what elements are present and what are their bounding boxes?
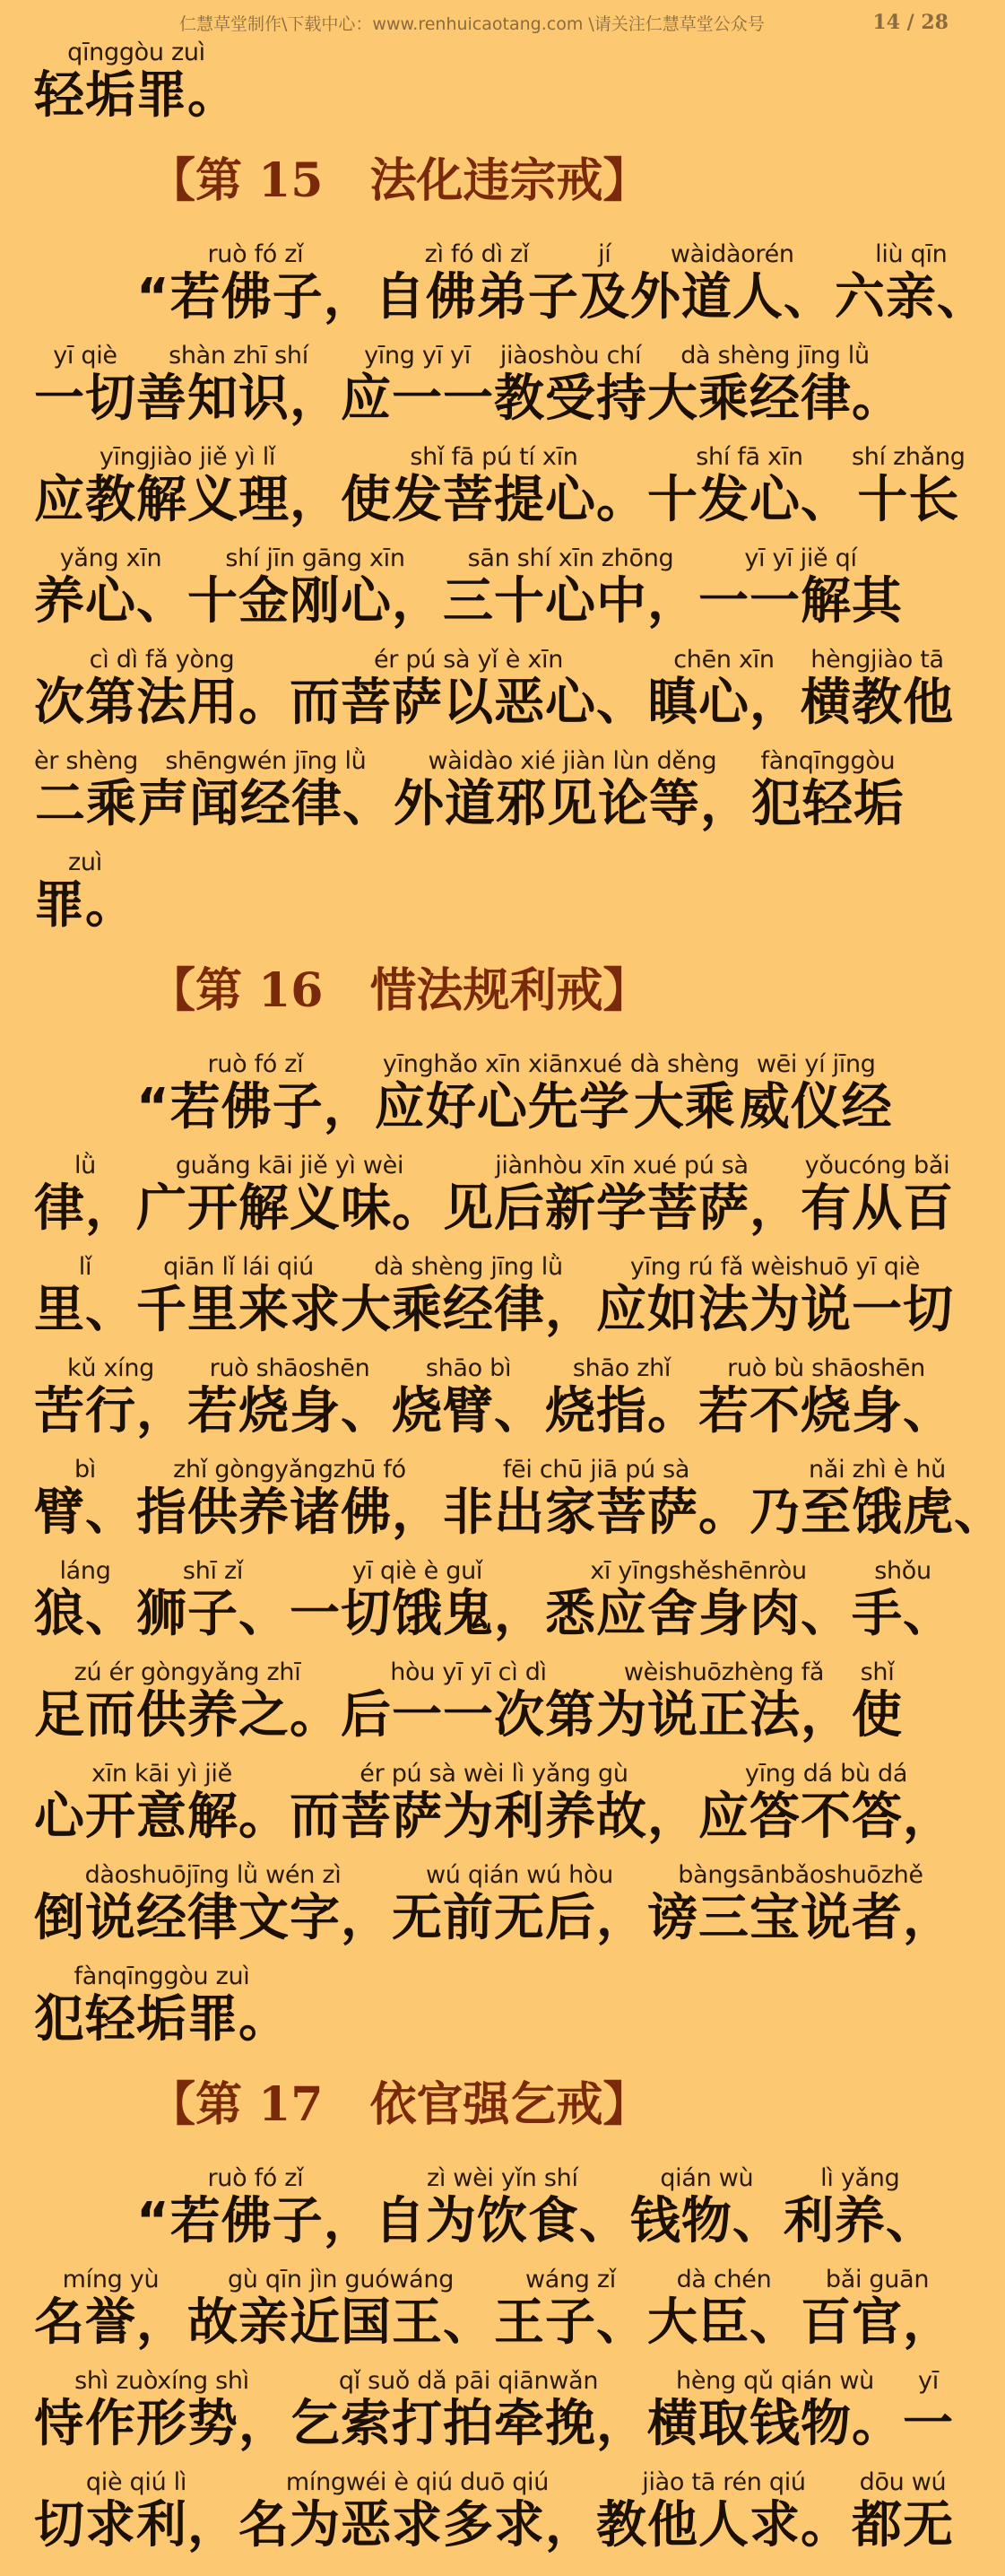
pinyin: xīn kāi yì jiě	[91, 1760, 232, 1788]
hanzi: 外道人、	[629, 268, 835, 326]
ruby-token	[34, 1355, 187, 1441]
ruby-token	[136, 241, 375, 327]
hanzi: 自为饮食、	[374, 2192, 630, 2250]
pinyin: shí jīn gāng xīn	[225, 544, 405, 572]
ruby-token	[34, 1558, 136, 1644]
hanzi: 大乘经律。	[647, 370, 903, 428]
pinyin: hèngjiào tā	[810, 646, 944, 674]
text-line	[34, 1948, 968, 2049]
hanzi: 十金刚心，	[187, 572, 443, 631]
hanzi: 三十心中，	[443, 572, 698, 631]
scripture-text	[0, 39, 1005, 2555]
pinyin: jiàoshòu chí	[499, 342, 642, 370]
ruby-token	[341, 1254, 596, 1340]
ruby-token	[801, 1153, 954, 1239]
ruby-token	[443, 1457, 749, 1543]
ruby-token	[698, 1761, 954, 1847]
pinyin: shǒu	[874, 1557, 931, 1585]
pinyin: wàidàorén	[670, 240, 794, 268]
text-line	[34, 1644, 968, 1745]
pinyin: bàngsānbǎoshuōzhě	[678, 1861, 923, 1889]
text-line	[34, 2150, 968, 2251]
hanzi: 及	[578, 268, 630, 326]
hanzi: 悉应舍身肉、	[545, 1585, 852, 1643]
pinyin: yī qiè è guǐ	[351, 1557, 483, 1585]
ruby-token	[852, 1558, 954, 1644]
pinyin: wú qián wú hòu	[426, 1861, 613, 1889]
text-line	[34, 1847, 968, 1948]
pinyin: bì	[74, 1456, 97, 1484]
pinyin: jiànhòu xīn xué pú sà	[495, 1152, 749, 1179]
ruby-token	[136, 1457, 443, 1543]
hanzi: 乃至饿虎、	[749, 1484, 1005, 1542]
pinyin: qǐ suǒ dǎ pāi qiānwǎn	[338, 2367, 599, 2395]
pinyin: yǎng xīn	[59, 544, 162, 572]
ruby-token	[34, 2368, 290, 2454]
ruby-token	[835, 241, 988, 327]
hanzi: 大乘	[633, 1078, 736, 1136]
hanzi: 钱物、	[629, 2192, 784, 2250]
ruby-token	[394, 748, 751, 834]
hanzi: 足而供养之。	[34, 1686, 341, 1745]
pinyin: zuì	[68, 849, 102, 876]
pinyin: ruò shāoshēn	[209, 1354, 370, 1382]
hanzi: 二乘	[34, 775, 137, 833]
pinyin: ér pú sà yǐ è xīn	[373, 646, 564, 674]
pinyin: qīnggòu zuì	[67, 39, 205, 66]
hanzi: 乞索打拍牵挽，	[290, 2395, 647, 2453]
ruby-token	[34, 545, 187, 631]
ruby-token	[443, 1153, 801, 1239]
hanzi: 犯轻垢	[750, 775, 905, 833]
hanzi: 应一一	[341, 370, 494, 428]
ruby-token	[136, 2165, 375, 2251]
hanzi: 后一一次第	[341, 1686, 596, 1745]
ruby-token	[375, 241, 579, 327]
pinyin: lì yǎng	[820, 2164, 900, 2192]
ruby-token	[34, 1457, 136, 1543]
hanzi: 次第法用。	[34, 674, 290, 732]
hanzi: 大乘经律，	[341, 1281, 596, 1339]
precept-heading: 【第 16 惜法规利戒】	[149, 962, 650, 1018]
ruby-token	[290, 2368, 647, 2454]
pinyin: zì fó dì zǐ	[424, 240, 530, 268]
pinyin: láng	[59, 1557, 111, 1585]
hanzi: 利养、	[783, 2192, 937, 2250]
hanzi: 名为恶求多求，	[238, 2496, 596, 2554]
ruby-token	[545, 1558, 852, 1644]
header-title: 仁慧草堂制作\下载中心：www.renhuicaotang.com \请关注仁慧草堂公众号	[179, 13, 765, 34]
hanzi: 切求利，	[34, 2496, 238, 2554]
text-line	[34, 1543, 968, 1644]
pinyin: fēi chū jiā pú sà	[502, 1456, 690, 1484]
ruby-token	[34, 1051, 136, 1137]
pinyin: dà shèng jīng lǜ	[374, 1253, 563, 1281]
hanzi: 都无	[852, 2496, 954, 2554]
hanzi: 自佛弟子	[374, 268, 579, 326]
hanzi: 一	[903, 2395, 954, 2453]
ruby-token	[34, 2267, 187, 2353]
ruby-token	[596, 1659, 852, 1745]
pinyin: yī qiè	[53, 342, 117, 370]
text-line	[34, 1441, 1005, 1543]
hanzi: 千里来求	[136, 1281, 341, 1339]
pinyin: shāo zhǐ	[572, 1354, 671, 1382]
hanzi: 大臣、	[647, 2293, 801, 2352]
pinyin: shǐ fā pú tí xīn	[410, 443, 578, 471]
ruby-token	[34, 647, 290, 733]
text-line	[34, 631, 968, 733]
ruby-token	[698, 545, 903, 631]
text-line	[34, 2353, 968, 2454]
hanzi: 善知识，	[136, 370, 341, 428]
hanzi: 六亲、	[834, 268, 988, 326]
hanzi: 有从百	[801, 1179, 954, 1238]
ruby-token	[801, 2267, 954, 2353]
ruby-token	[34, 1761, 290, 1847]
ruby-token	[579, 241, 630, 327]
ruby-token	[852, 1659, 903, 1745]
ruby-token	[545, 1355, 698, 1441]
pinyin: lǜ	[74, 1152, 96, 1179]
hanzi: 见后新学菩萨，	[443, 1179, 801, 1238]
ruby-token	[443, 545, 698, 631]
ruby-token	[698, 1355, 954, 1441]
pinyin: zú ér gòngyǎng zhī	[74, 1658, 301, 1686]
pinyin: èr shèng	[34, 747, 138, 775]
ruby-token	[494, 343, 647, 429]
ruby-token	[784, 2165, 937, 2251]
ruby-token	[290, 1761, 698, 1847]
text-line	[34, 429, 968, 530]
text-line	[34, 1745, 968, 1847]
ruby-token	[341, 343, 494, 429]
pinyin: shàn zhī shí	[169, 342, 308, 370]
pinyin: shī zǐ	[182, 1557, 244, 1585]
ruby-token	[630, 241, 835, 327]
hanzi: 臂、	[34, 1484, 136, 1542]
pinyin: shì zuòxíng shì	[74, 2367, 249, 2395]
hanzi: 犯轻垢罪。	[34, 1990, 290, 2049]
ruby-token	[630, 1051, 740, 1137]
pinyin: míng yù	[62, 2266, 160, 2293]
text-line	[34, 39, 968, 126]
hanzi: 狼、	[34, 1585, 136, 1643]
hanzi: 若不烧身、	[698, 1382, 954, 1440]
pinyin: wèishuōzhèng fǎ	[623, 1658, 825, 1686]
precept-heading: 【第 17 依官强乞戒】	[149, 2076, 650, 2132]
ruby-token	[238, 2469, 596, 2555]
hanzi: 横教他	[801, 674, 954, 732]
hanzi: “若佛子，	[136, 268, 375, 326]
ruby-token	[187, 545, 443, 631]
text-line	[34, 1036, 968, 1137]
hanzi: 烧指。	[545, 1382, 698, 1440]
hanzi: 一一解其	[698, 572, 903, 631]
hanzi: 应好心先学	[374, 1078, 630, 1136]
pinyin: yīngjiào jiě yì lǐ	[99, 443, 276, 471]
ruby-token	[34, 748, 138, 834]
hanzi: 无前无后，	[392, 1889, 647, 1947]
ruby-token	[34, 1963, 290, 2049]
pinyin: sān shí xīn zhōng	[467, 544, 674, 572]
hanzi: 应答不答，	[698, 1788, 954, 1846]
ruby-token	[136, 1153, 443, 1239]
hanzi: 谤三宝说者，	[647, 1889, 954, 1947]
ruby-token	[392, 1862, 647, 1948]
pinyin: wáng zǐ	[524, 2266, 617, 2293]
pinyin: gù qīn jìn guówáng	[227, 2266, 455, 2293]
pinyin: jiào tā rén qiú	[642, 2468, 806, 2496]
hanzi: 十长	[857, 471, 960, 529]
pinyin: shēngwén jīng lǜ	[165, 747, 367, 775]
ruby-token	[647, 343, 903, 429]
ruby-token	[341, 444, 647, 530]
hanzi: 律，	[34, 1179, 136, 1238]
ruby-token	[34, 241, 136, 327]
hanzi: “若佛子，	[136, 1078, 375, 1136]
hanzi: 使发菩提心。	[341, 471, 647, 529]
hanzi: 而菩萨为利养故，	[290, 1788, 698, 1846]
pinyin: yīng rú fǎ wèishuō yī qiè	[629, 1253, 921, 1281]
hanzi	[34, 1078, 136, 1137]
ruby-token	[596, 2469, 852, 2555]
ruby-token	[647, 1862, 954, 1948]
pinyin: qián wù	[660, 2164, 754, 2192]
pinyin: bǎi guān	[825, 2266, 930, 2293]
pinyin: wēi yí jīng	[756, 1050, 876, 1078]
hanzi: 百官，	[801, 2293, 954, 2352]
pinyin: fànqīnggòu	[760, 747, 896, 775]
page-number: 14 / 28	[872, 11, 949, 34]
precept-heading: 【第 15 法化违宗戒】	[149, 152, 650, 208]
hanzi: 一切	[34, 370, 136, 428]
ruby-token	[647, 647, 801, 733]
ruby-token	[647, 444, 852, 530]
ruby-token	[801, 647, 954, 733]
text-line	[34, 1137, 968, 1239]
hanzi: 教他人求。	[596, 2496, 852, 2554]
hanzi: 为说正法，	[596, 1686, 852, 1745]
pinyin: zhǐ gòngyǎngzhū fó	[173, 1456, 406, 1484]
hanzi: “若佛子，	[136, 2192, 375, 2250]
pinyin: zì wèi yǐn shí	[426, 2164, 578, 2192]
ruby-token	[740, 1051, 893, 1137]
pinyin: lǐ	[78, 1253, 92, 1281]
hanzi: 横取钱物。	[647, 2395, 903, 2453]
ruby-token	[647, 2368, 903, 2454]
text-line	[34, 327, 968, 429]
hanzi: 应教解义理，	[34, 471, 341, 529]
pinyin: ruò fó zǐ	[207, 2164, 304, 2192]
pinyin: cì dì fǎ yòng	[89, 646, 235, 674]
ruby-token	[392, 1355, 545, 1441]
hanzi: 狮子、	[136, 1585, 290, 1643]
text-line	[34, 733, 968, 834]
pinyin: yī	[918, 2367, 939, 2395]
hanzi: 烧臂、	[392, 1382, 545, 1440]
hanzi: 心开意解。	[34, 1788, 290, 1846]
pinyin: dà shèng jīng lǜ	[680, 342, 870, 370]
hanzi: 应如法为说一切	[596, 1281, 954, 1339]
pinyin: dàoshuōjīng lǜ wén zì	[84, 1861, 342, 1889]
hanzi: 使	[852, 1686, 903, 1745]
hanzi: 苦行，	[34, 1382, 187, 1440]
hanzi: 王子、	[494, 2293, 647, 2352]
hanzi: 一切饿鬼，	[290, 1585, 545, 1643]
ruby-token	[903, 2368, 954, 2454]
ruby-token	[187, 2267, 494, 2353]
hanzi: 故亲近国王、	[187, 2293, 494, 2352]
hanzi: 养心、	[34, 572, 187, 631]
ruby-token	[751, 748, 905, 834]
text-line	[34, 530, 968, 631]
ruby-token	[34, 39, 238, 126]
pinyin: yīng dá bù dá	[744, 1760, 908, 1788]
pinyin: ruò fó zǐ	[207, 240, 304, 268]
pinyin: jí	[598, 240, 611, 268]
pinyin: hèng qǔ qián wù	[676, 2367, 874, 2395]
pinyin: yīng yī yī	[364, 342, 471, 370]
ruby-token	[494, 2267, 647, 2353]
pinyin: yī yī jiě qí	[744, 544, 857, 572]
hanzi	[34, 268, 136, 327]
hanzi: 非出家菩萨。	[443, 1484, 749, 1542]
ruby-token	[375, 1051, 630, 1137]
hanzi: 名誉，	[34, 2293, 187, 2352]
text-line	[34, 2251, 968, 2353]
ruby-token	[34, 2469, 238, 2555]
hanzi: 教受持	[494, 370, 647, 428]
text-line	[34, 1340, 968, 1441]
pinyin: míngwéi è qiú duō qiú	[285, 2468, 550, 2496]
pinyin: shǐ	[860, 1658, 895, 1686]
ruby-token	[136, 343, 341, 429]
ruby-token	[34, 1862, 392, 1948]
pinyin: qiān lǐ lái qiú	[163, 1253, 314, 1281]
ruby-token	[852, 2469, 954, 2555]
ruby-token	[852, 444, 966, 530]
pinyin: ruò fó zǐ	[207, 1050, 304, 1078]
pinyin: kǔ xíng	[67, 1354, 154, 1382]
ruby-token	[290, 647, 647, 733]
ruby-token	[34, 849, 136, 936]
ruby-token	[341, 1659, 596, 1745]
text-line	[34, 1239, 968, 1340]
hanzi: 手、	[852, 1585, 954, 1643]
ruby-token	[136, 1254, 341, 1340]
hanzi: 瞋心，	[647, 674, 801, 732]
pinyin: guǎng kāi jiě yì wèi	[175, 1152, 404, 1179]
hanzi: 威仪经	[739, 1078, 893, 1136]
pinyin: dà chén	[676, 2266, 772, 2293]
hanzi: 十发心、	[647, 471, 852, 529]
ruby-token	[136, 1051, 375, 1137]
ruby-token	[34, 1254, 136, 1340]
pinyin: nǎi zhì è hǔ	[809, 1456, 946, 1484]
hanzi: 广开解义味。	[136, 1179, 443, 1238]
ruby-token	[34, 1153, 136, 1239]
text-line	[34, 2454, 968, 2555]
hanzi: 而菩萨以恶心、	[290, 674, 647, 732]
pinyin: qiè qiú lì	[85, 2468, 187, 2496]
ruby-token	[187, 1355, 392, 1441]
pinyin: hòu yī yī cì dì	[390, 1658, 547, 1686]
ruby-token	[34, 1659, 341, 1745]
pinyin: xī yīngshěshēnròu	[590, 1557, 807, 1585]
hanzi: 外道邪见论等，	[393, 775, 751, 833]
pinyin: wàidào xié jiàn lùn děng	[428, 747, 717, 775]
hanzi: 轻垢罪。	[34, 66, 238, 125]
pinyin: shí fā xīn	[696, 443, 803, 471]
pinyin: ruò bù shāoshēn	[727, 1354, 925, 1382]
ruby-token	[647, 2267, 801, 2353]
pinyin: liù qīn	[875, 240, 948, 268]
pinyin: yīnghǎo xīn xiānxué	[382, 1050, 622, 1078]
ruby-token	[136, 1558, 290, 1644]
hanzi: 里、	[34, 1281, 136, 1339]
ruby-token	[138, 748, 394, 834]
text-line	[34, 834, 968, 936]
ruby-token	[630, 2165, 784, 2251]
ruby-token	[34, 2165, 136, 2251]
pinyin: dà shèng	[629, 1050, 740, 1078]
pinyin: yǒucóng bǎi	[804, 1152, 950, 1179]
pinyin: shāo bì	[425, 1354, 512, 1382]
ruby-token	[34, 343, 136, 429]
ruby-token	[290, 1558, 545, 1644]
text-line	[34, 226, 988, 327]
pinyin: shí zhǎng	[852, 443, 966, 471]
hanzi: 罪。	[34, 876, 136, 935]
hanzi: 恃作形势，	[34, 2395, 290, 2453]
hanzi: 倒说经律文字，	[34, 1889, 392, 1947]
pinyin: fànqīnggòu zuì	[74, 1962, 250, 1990]
hanzi: 指供养诸佛，	[136, 1484, 443, 1542]
pinyin: dōu wú	[859, 2468, 947, 2496]
ruby-token	[749, 1457, 1005, 1543]
hanzi: 声闻经律、	[137, 775, 394, 833]
pinyin: ér pú sà wèi lì yǎng gù	[360, 1760, 628, 1788]
hanzi	[34, 2192, 136, 2251]
hanzi: 若烧身、	[187, 1382, 392, 1440]
ruby-token	[375, 2165, 630, 2251]
ruby-token	[34, 444, 341, 530]
pinyin: chēn xīn	[673, 646, 775, 674]
ruby-token	[596, 1254, 954, 1340]
